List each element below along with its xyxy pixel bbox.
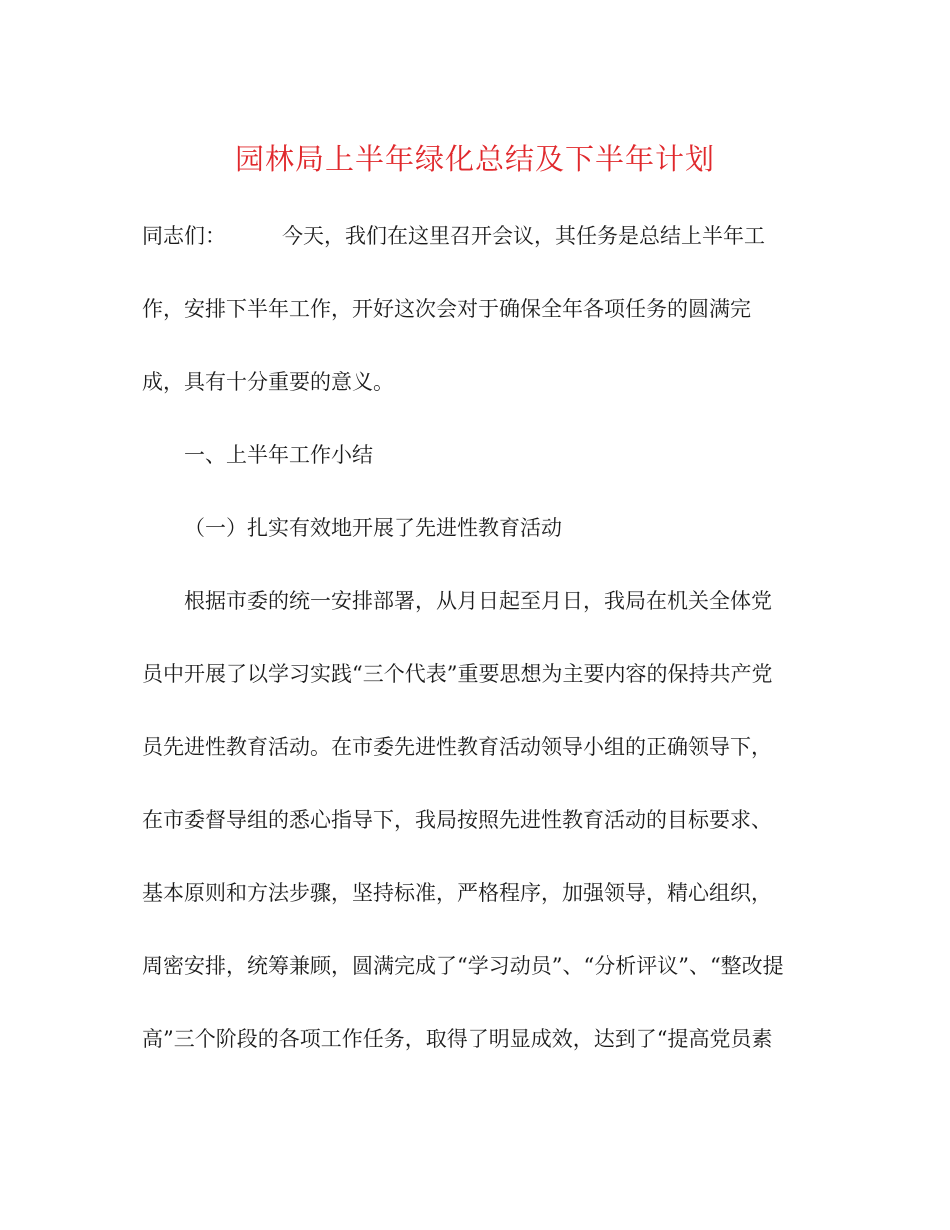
paragraph-line: 周密安排，统筹兼顾，圆满完成了“学习动员”、“分析评议”、“整改提: [142, 954, 784, 978]
paragraph-line: 员先进性教育活动。在市委先进性教育活动领导小组的正确领导下，: [142, 735, 772, 759]
paragraph-line: 在市委督导组的悉心指导下，我局按照先进性教育活动的目标要求、: [142, 808, 772, 832]
paragraph-line: 成，具有十分重要的意义。: [142, 370, 394, 394]
salutation: 同志们：: [142, 224, 226, 248]
paragraph-text: 今天，我们在这里召开会议，其任务是总结上半年工: [282, 224, 765, 248]
paragraph-line: [142, 200, 802, 273]
paragraph-line: 高”三个阶段的各项工作任务，取得了明显成效，达到了“提高党员素: [142, 1027, 773, 1051]
paragraph-line: 作，安排下半年工作，开好这次会对于确保全年各项任务的圆满完: [142, 297, 751, 321]
paragraph-line: 基本原则和方法步骤，坚持标准，严格程序，加强领导，精心组织，: [142, 881, 772, 905]
document-body: [142, 200, 802, 1076]
paragraph-line: 根据市委的统一安排部署，从月日起至月日，我局在机关全体党: [184, 589, 772, 613]
subsection-heading: （一）扎实有效地开展了先进性教育活动: [184, 516, 562, 540]
section-heading: 一、上半年工作小结: [184, 443, 373, 467]
paragraph-line: 员中开展了以学习实践“三个代表”重要思想为主要内容的保持共产党: [142, 662, 773, 686]
document-title: 园林局上半年绿化总结及下半年计划: [234, 142, 715, 176]
